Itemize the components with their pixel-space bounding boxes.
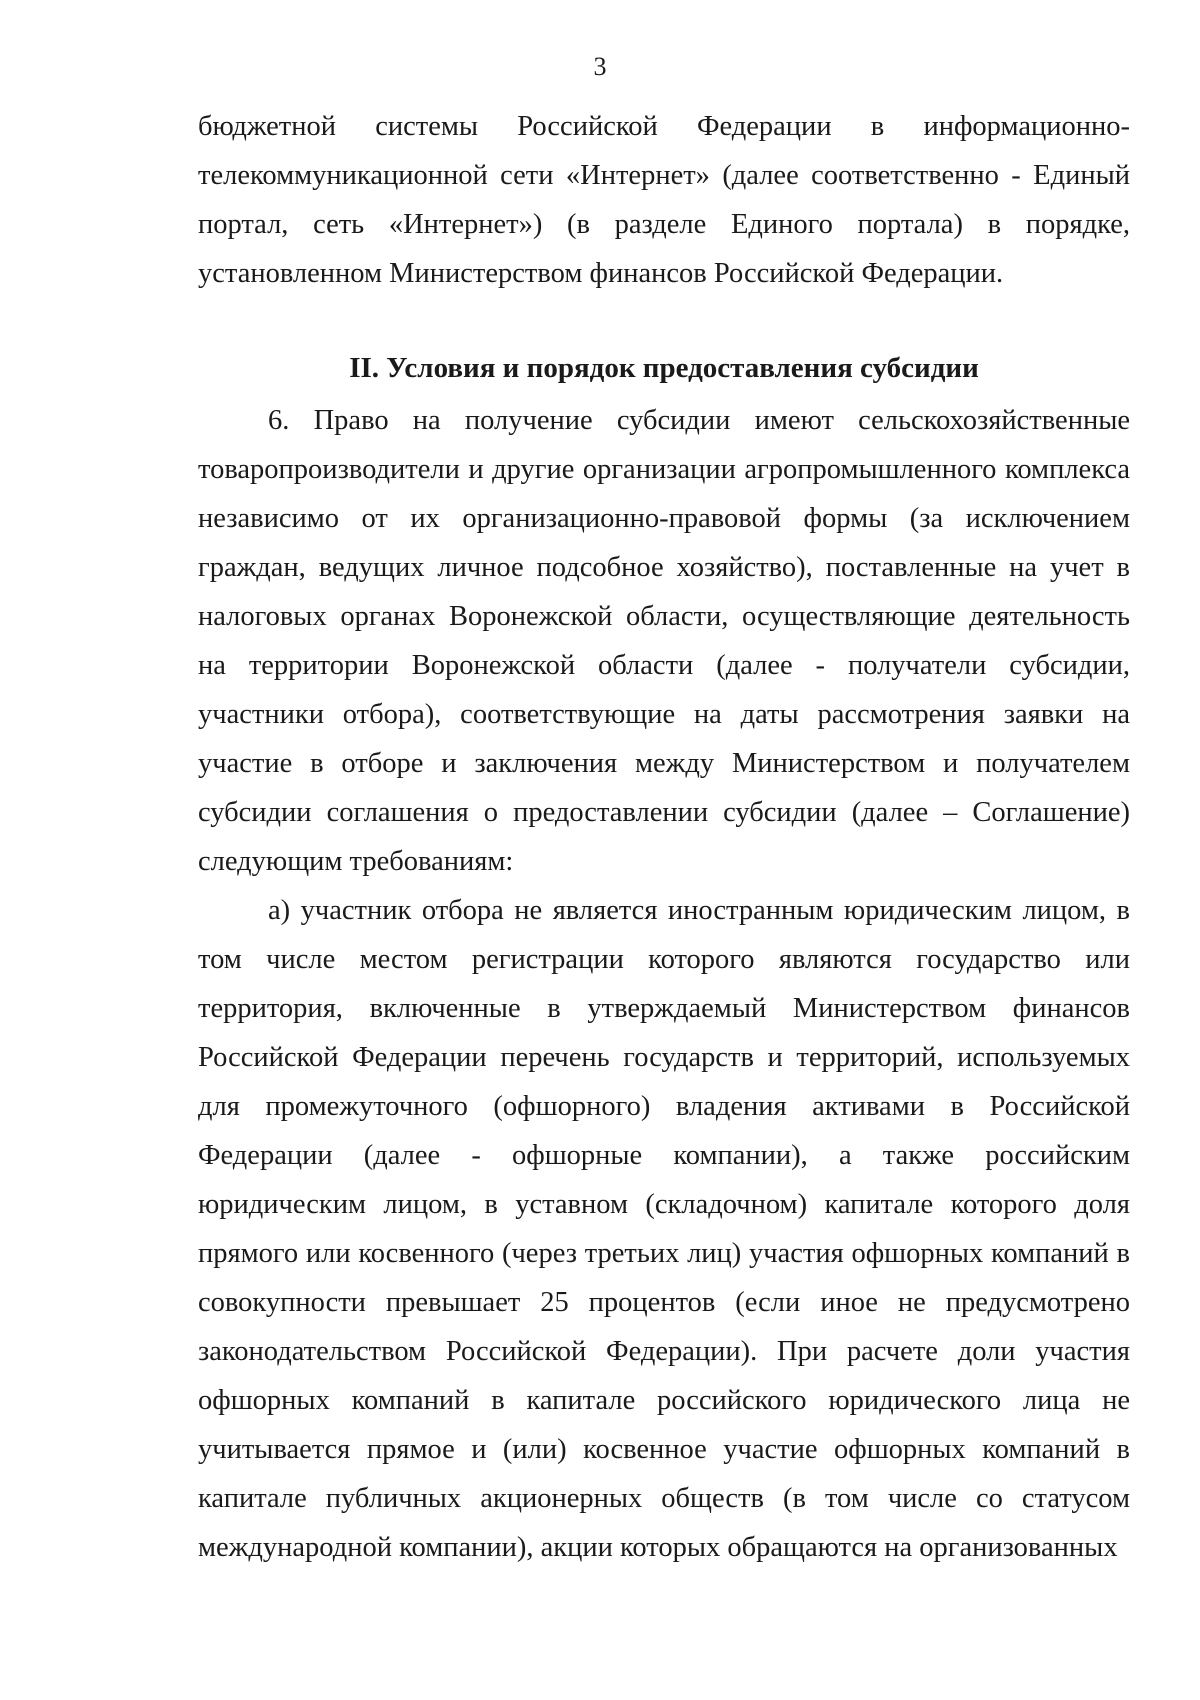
main-text-block [198,396,1130,1572]
paragraph-a: а) участник отбора не является иностранным юридическим лицом, в том числе местом регистрации которого являются государство или территория, включенные в утверждаемый Министерством финансов Российской Федерации перечень государств и территорий, используемых для промежуточного (офшорного) владения активами в Российской Федерации (далее - офшорные компании), а также российским юридическим лицом, в уставном (складочном) капитале которого доля прямого или косвенного (через третьих лиц) участия офшорных компаний в совокупности превышает 25 процентов (если иное не предусмотрено законодательством Российской Федерации). При расчете доли участия офшорных компаний в капитале российского юридического лица не учитывается прямое и (или) косвенное участие офшорных компаний в капитале публичных акционерных обществ (в том числе со статусом международной компании), акции которых обращаются на организованных [198,895,1130,1563]
page-number: 3 [593,52,607,81]
intro-text-block [198,102,1130,298]
intro-paragraph: бюджетной системы Российской Федерации в информационно-телекоммуникационной сети «Интернет» (далее соответственно - Единый портал, сеть «Интернет») (в разделе Единого портала) в порядке, установленном Министерством финансов Российской Федерации. [198,111,1130,289]
paragraph-6: 6. Право на получение субсидии имеют сельскохозяйственные товаропроизводители и другие организации агропромышленного комплекса независимо от их организационно-правовой формы (за исключением граждан, ведущих личное подсобное хозяйство), поставленные на учет в налоговых органах Воронежской области, осуществляющие деятельность на территории Воронежской области (далее - получатели субсидии, участники отбора), соответствующие на даты рассмотрения заявки на участие в отборе и заключения между Министерством и получателем субсидии соглашения о предоставлении субсидии (далее – Соглашение) следующим требованиям: [198,405,1130,877]
section-heading: II. Условия и порядок предоставления субсидии [349,352,979,384]
